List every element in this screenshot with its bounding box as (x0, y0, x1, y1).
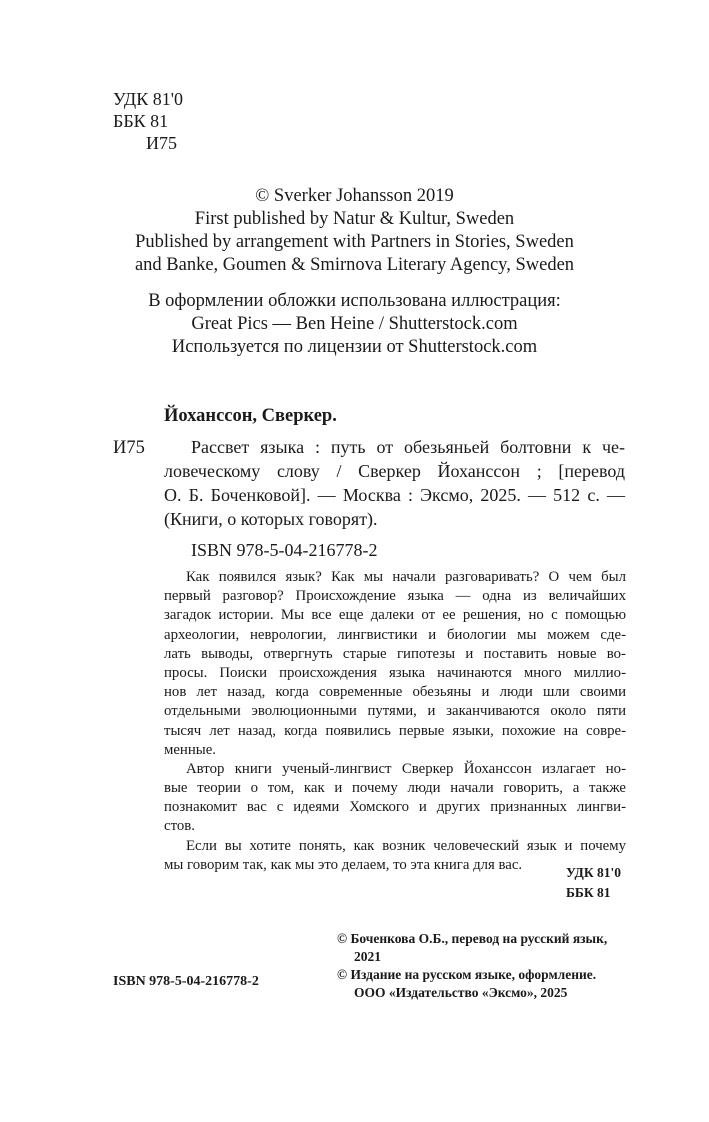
bbk-code: ББК 81 (113, 111, 169, 131)
rights-block (0, 185, 709, 277)
rights-line: Published by arrangement with Partners in Stories, Sweden (135, 232, 574, 252)
rights-line: © Sverker Johansson 2019 (255, 186, 454, 206)
copyright-edition-line: © Издание на русском языке, оформление. (337, 967, 597, 982)
annotation-line: менные. (164, 741, 216, 758)
description-line: (Книги, о которых говорят). (164, 509, 378, 529)
cover-credit-line: Используется по лицензии от Shutterstock.com (171, 337, 538, 357)
annotation-udk: УДК 81'0 (566, 865, 621, 880)
annotation-bbk: ББК 81 (566, 885, 611, 900)
annotation-line: просы. Поиски происхождения языка начинаются много миллио- (164, 664, 626, 681)
annotation-line: Автор книги ученый-лингвист Сверкер Йоханссон излагает но- (186, 760, 626, 777)
description-line: ловеческому слову / Сверкер Йоханссон ; [перевод (164, 461, 625, 481)
annotation (164, 568, 626, 875)
cover-credit-block (0, 290, 709, 359)
udk-code: УДК 81'0 (113, 89, 183, 109)
annotation-line: познакомит вас с идеями Хомского и других признанных лингви- (164, 799, 626, 816)
author-heading: Йоханссон, Сверкер. (164, 406, 337, 426)
annotation-line: мы говорим так, как мы это делаем, то эта книга для вас. (164, 856, 523, 873)
rights-line: First published by Natur & Kultur, Sweden (194, 209, 515, 229)
isbn-footer: ISBN 978-5-04-216778-2 (113, 974, 259, 989)
annotation-line: загадок истории. Мы все еще далеки от ее решения, но с помощью (164, 607, 626, 624)
isbn-record: ISBN 978-5-04-216778-2 (191, 540, 378, 560)
annotation-line: отдельными эволюционными путями, и заканчиваются около пяти (164, 703, 626, 720)
annotation-line: вые теории о том, как и почему люди начали говорить, а также (164, 780, 626, 797)
copyright-translation-line: © Боченкова О.Б., перевод на русский язык, (337, 931, 608, 946)
copyright-edition-publisher: ООО «Издательство «Эксмо», 2025 (354, 985, 568, 1000)
copyright-translation (337, 930, 607, 966)
rights-line: and Banke, Goumen & Smirnova Literary Agency, Sweden (134, 255, 575, 275)
annotation-line: археологии, неврологии, лингвистики и биологии мы можем сде- (164, 626, 626, 643)
annotation-line: Если вы хотите понять, как возник человеческий язык и почему (186, 837, 626, 854)
annotation-line: Как появился язык? Как мы начали разговаривать? О чем был (186, 569, 626, 585)
cover-credit-line: В оформлении обложки использована иллюстрация: (148, 291, 561, 311)
copyright-translation-year: 2021 (354, 949, 381, 964)
annotation-line: тысяч лет назад, когда появились первые языки, похожие на совре- (164, 722, 626, 739)
copyright-edition (337, 966, 596, 1002)
annotation-line: стов. (164, 818, 195, 835)
cover-credit-line: Great Pics — Ben Heine / Shutterstock.com (191, 314, 518, 334)
annotation-line: нов лет назад, когда современные обезьяны и люди шли своими (164, 684, 626, 701)
annotation-line: первый разговор? Происхождение языка — одна из величайших (164, 588, 626, 605)
record-mark: И75 (113, 438, 145, 458)
description-line: О. Б. Боченковой]. — Москва : Эксмо, 2025. — 512 с. — (164, 485, 625, 505)
description-line: Рассвет языка : путь от обезьяньей болтовни к че- (191, 437, 625, 457)
author-mark: И75 (146, 133, 177, 153)
annotation-line: лать выводы, отвергнуть старые гипотезы и поставить новые во- (164, 645, 626, 662)
